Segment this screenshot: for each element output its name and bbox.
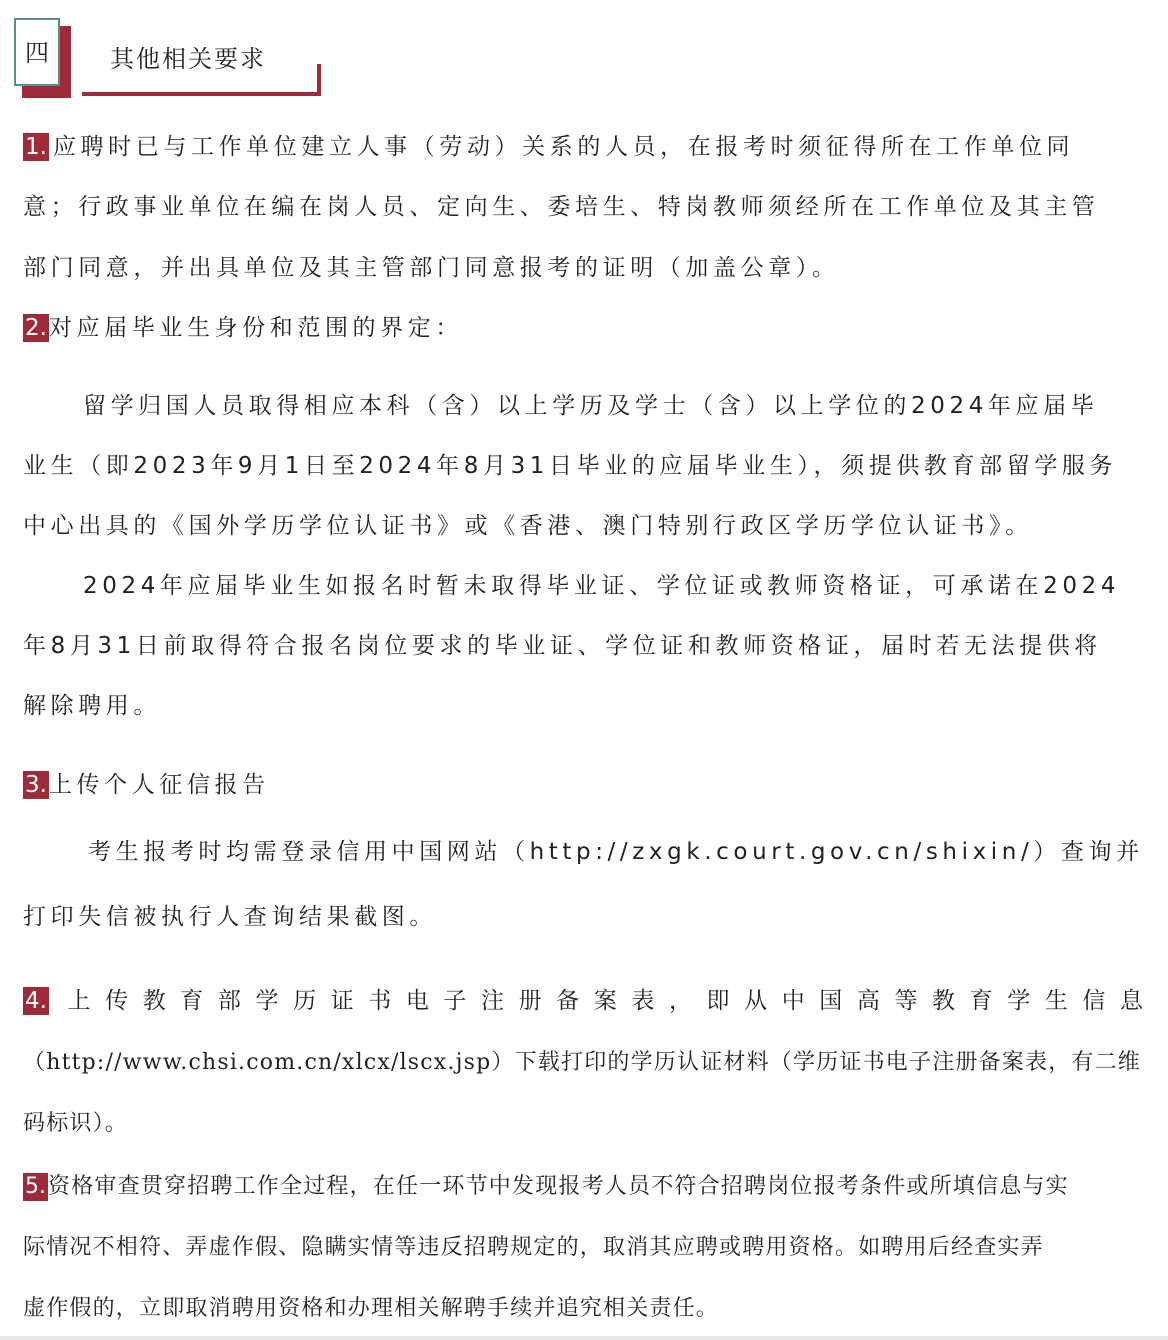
item-1-line-3: 部门同意，并出具单位及其主管部门同意报考的证明（加盖公章）。 bbox=[23, 255, 840, 281]
page-bottom-edge bbox=[0, 1336, 1168, 1340]
item-4-line-3: 码标识）。 bbox=[23, 1111, 129, 1136]
item-2-p1-line-2: 业生（即2023年9月1日至2024年8月31日毕业的应届毕业生），须提供教育部留学服务 bbox=[23, 453, 1118, 479]
item-2-p2-line-2: 年8月31日前取得符合报名岗位要求的毕业证、学位证和教师资格证，届时若无法提供将 bbox=[23, 633, 1102, 659]
item-2-marker: 2. bbox=[25, 315, 47, 341]
item-3-p1-line-2: 打印失信被执行人查询结果截图。 bbox=[23, 904, 437, 930]
item-3-text: 上传个人征信报告 bbox=[48, 772, 270, 798]
item-2-p1-line-3: 中心出具的《国外学历学位认证书》或《香港、澳门特别行政区学历学位认证书》。 bbox=[23, 513, 1033, 539]
item-4-line-2: （http://www.chsi.com.cn/xlcx/lscx.jsp）下载打印的学历认证材料（学历证书电子注册备案表，有二维 bbox=[23, 1050, 1142, 1075]
item-2-p1-line-1: 留学归国人员取得相应本科（含）以上学历及学士（含）以上学位的2024年应届毕 bbox=[83, 393, 1099, 419]
item-2-p2-line-3: 解除聘用。 bbox=[23, 693, 161, 719]
item-4-text-1: 上传教育部学历证书电子注册备案表，即从中国高等教育学生信息 bbox=[52, 988, 1143, 1014]
item-2-p2-line-1: 2024年应届毕业生如报名时暂未取得毕业证、学位证或教师资格证，可承诺在2024 bbox=[83, 573, 1121, 599]
item-5-marker: 5. bbox=[25, 1174, 46, 1199]
item-5-text-1: 资格审查贯穿招聘工作全过程，在任一环节中发现报考人员不符合招聘岗位报考条件或所填信息与实 bbox=[48, 1174, 1069, 1199]
item-1-line-1 bbox=[23, 132, 1074, 162]
section-title: 其他相关要求 bbox=[110, 45, 266, 73]
item-1-marker: 1. bbox=[25, 134, 47, 160]
item-5-line-1 bbox=[23, 1172, 1069, 1202]
item-3-p1-line-1: 考生报考时均需登录信用中国网站（http://zxgk.court.gov.cn/shixin/）查询并 bbox=[88, 839, 1144, 865]
item-3-heading bbox=[23, 770, 270, 800]
item-2-heading bbox=[23, 313, 463, 343]
section-number-box bbox=[14, 18, 60, 86]
item-3-marker: 3. bbox=[25, 772, 47, 798]
item-1-text-1: 应聘时已与工作单位建立人事（劳动）关系的人员，在报考时须征得所在工作单位同 bbox=[52, 134, 1075, 160]
item-5-line-2: 际情况不相符、弄虚作假、隐瞒实情等违反招聘规定的，取消其应聘或聘用资格。如聘用后经查实弄 bbox=[23, 1235, 1044, 1260]
item-5-line-3: 虚作假的，立即取消聘用资格和办理相关解聘手续并追究相关责任。 bbox=[23, 1296, 720, 1321]
item-4-marker: 4. bbox=[25, 988, 47, 1014]
item-4-line-1 bbox=[23, 986, 1143, 1016]
section-number: 四 bbox=[25, 39, 49, 67]
item-2-text: 对应届毕业生身份和范围的界定： bbox=[48, 315, 463, 341]
item-1-line-2: 意；行政事业单位在编在岗人员、定向生、委培生、特岗教师须经所在工作单位及其主管 bbox=[23, 194, 1100, 220]
